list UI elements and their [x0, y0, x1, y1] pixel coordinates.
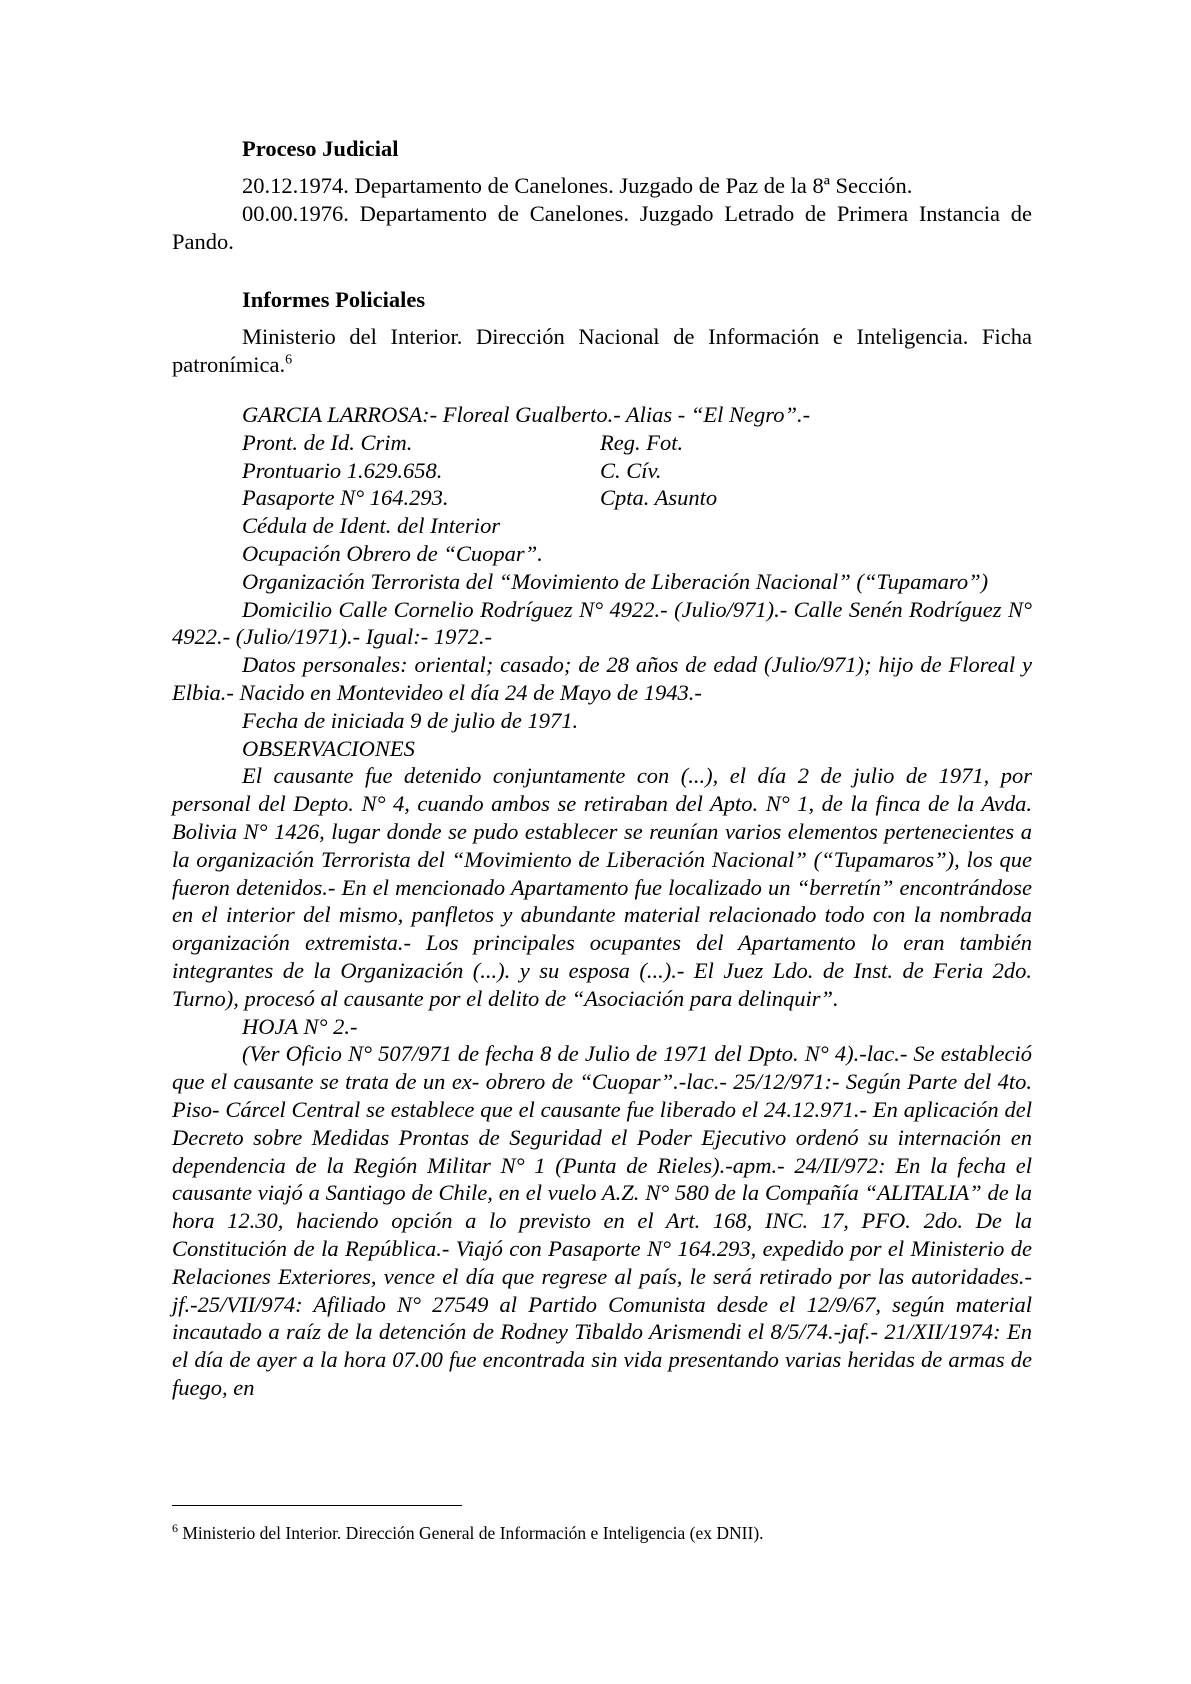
ficha-observaciones-text: El causante fue detenido conjuntamente con (...), el día 2 de julio de 1971, por personal del Depto. N° 4, cuando ambos se retiraban del Apto. N° 1, de la finca de la Avda. Bolivia N° 1426, lugar donde se pudo establecer se reunían varios elementos pertenecientes a la organización Terrorista del “Movimiento de Liberación Nacional” (“Tupamaros”), los que fueron detenidos.- En el mencionado Apartamento fue localizado un “berretín” encontrándose en el interior del mismo, panfletos y abundante material relacionado todo con la nombrada organización extremista.- Los principales ocupantes del Apartamento lo eran también integrantes de la Organización (...). y su esposa (...).- El Juez Ldo. de Inst. de Feria 2do. Turno), procesó al causante por el delito de “Asociación para delinquir”. — [172, 763, 1032, 1011]
footnote-text: Ministerio del Interior. Dirección General de Información e Inteligencia (ex DNII). — [182, 1523, 764, 1543]
footnote-reference[interactable]: 6 — [285, 352, 293, 368]
ficha-hoja-label: HOJA N° 2.- — [242, 1013, 358, 1039]
ficha-hoja-text: (Ver Oficio N° 507/971 de fecha 8 de Julio de 1971 del Dpto. N° 4).-lac.- Se estableció que el causante se trata de un ex- obrero de “Cuopar”.-lac.- 25/12/971:- Según Parte del 4to. Piso- Cárcel Central se establece que el causante fue liberado el 24.12.971.- En aplicación del Decreto sobre Medidas Prontas de Seguridad el Poder Ejecutivo ordenó su internación en dependencia de la Región Militar N° 1 (Punta de Rieles).-apm.- 24/II/972: En la fecha el causante viajó a Santiago de Chile, en el vuelo A.Z. N° 580 de la Compañía “ALITALIA” de la hora 12.30, haciendo opción a lo previsto en el Art. 168, INC. 17, PFO. 2do. De la Constitución de la República.- Viajó con Pasaporte N° 164.293, expedido por el Ministerio de Relaciones Exteriores, vence el día que regrese al país, le será retirado por las autoridades.-jf.-25/VII/974: Afiliado N° 27549 al Partido Comunista desde el 12/9/67, según material incautado a raíz de la detención de Rodney Tibaldo Arismendi el 8/5/74.-jaf.- 21/XII/1974: En el día de ayer a la hora 07.00 fue encontrada sin vida presentando varias heridas de armas de fuego, en — [172, 1041, 1032, 1400]
ficha-fecha-iniciada: Fecha de iniciada 9 de julio de 1971. — [242, 707, 579, 733]
ficha-domicilio: Domicilio Calle Cornelio Rodríguez N° 4922.- (Julio/971).- Calle Senén Rodríguez N° 4922.- (Julio/1971).- Igual:- 1972.- — [172, 596, 1032, 650]
ficha-observaciones-label: OBSERVACIONES — [242, 735, 415, 761]
ficha-row-left: Pront. de Id. Crim. — [242, 429, 413, 455]
ficha-row — [172, 457, 1032, 485]
ficha-organizacion: Organización Terrorista del “Movimiento de Liberación Nacional” (“Tupamaro”) — [242, 568, 989, 594]
section-heading-proceso: Proceso Judicial — [242, 136, 399, 161]
ficha-row-left: Pasaporte N° 164.293. — [242, 485, 449, 511]
ficha-cedula: Cédula de Ident. del Interior — [242, 513, 501, 539]
proceso-entry-1: 20.12.1974. Departamento de Canelones. Juzgado de Paz de la 8ª Sección. — [242, 173, 913, 198]
informes-intro — [172, 323, 1032, 379]
footnote-separator — [172, 1505, 462, 1506]
proceso-entry-2: 00.00.1976. Departamento de Canelones. Juzgado Letrado de Primera Instancia de Pando. — [172, 201, 1032, 254]
ficha-row — [172, 429, 1032, 457]
ficha-patronimica — [172, 401, 1032, 1402]
ficha-row — [172, 484, 1032, 512]
ficha-row-right: Reg. Fot. — [600, 429, 684, 455]
footnote — [172, 1522, 1032, 1544]
section-heading-informes: Informes Policiales — [242, 287, 426, 312]
ficha-name-line: GARCIA LARROSA:- Floreal Gualberto.- Alias - “El Negro”.- — [242, 402, 811, 427]
ficha-ocupacion: Ocupación Obrero de “Cuopar”. — [242, 540, 543, 566]
ficha-row-right: Cpta. Asunto — [600, 485, 718, 511]
footnote-number: 6 — [172, 1521, 178, 1536]
informes-intro-text: Ministerio del Interior. Dirección Nacional de Información e Inteligencia. Ficha patronímica. — [172, 324, 1032, 377]
ficha-datos-personales: Datos personales: oriental; casado; de 28 años de edad (Julio/971); hijo de Floreal y Elbia.- Nacido en Montevideo el día 24 de Mayo de 1943.- — [172, 652, 1032, 705]
ficha-row-right: C. Cív. — [600, 457, 662, 483]
document-page — [172, 135, 1032, 1402]
ficha-row-left: Prontuario 1.629.658. — [242, 457, 443, 483]
